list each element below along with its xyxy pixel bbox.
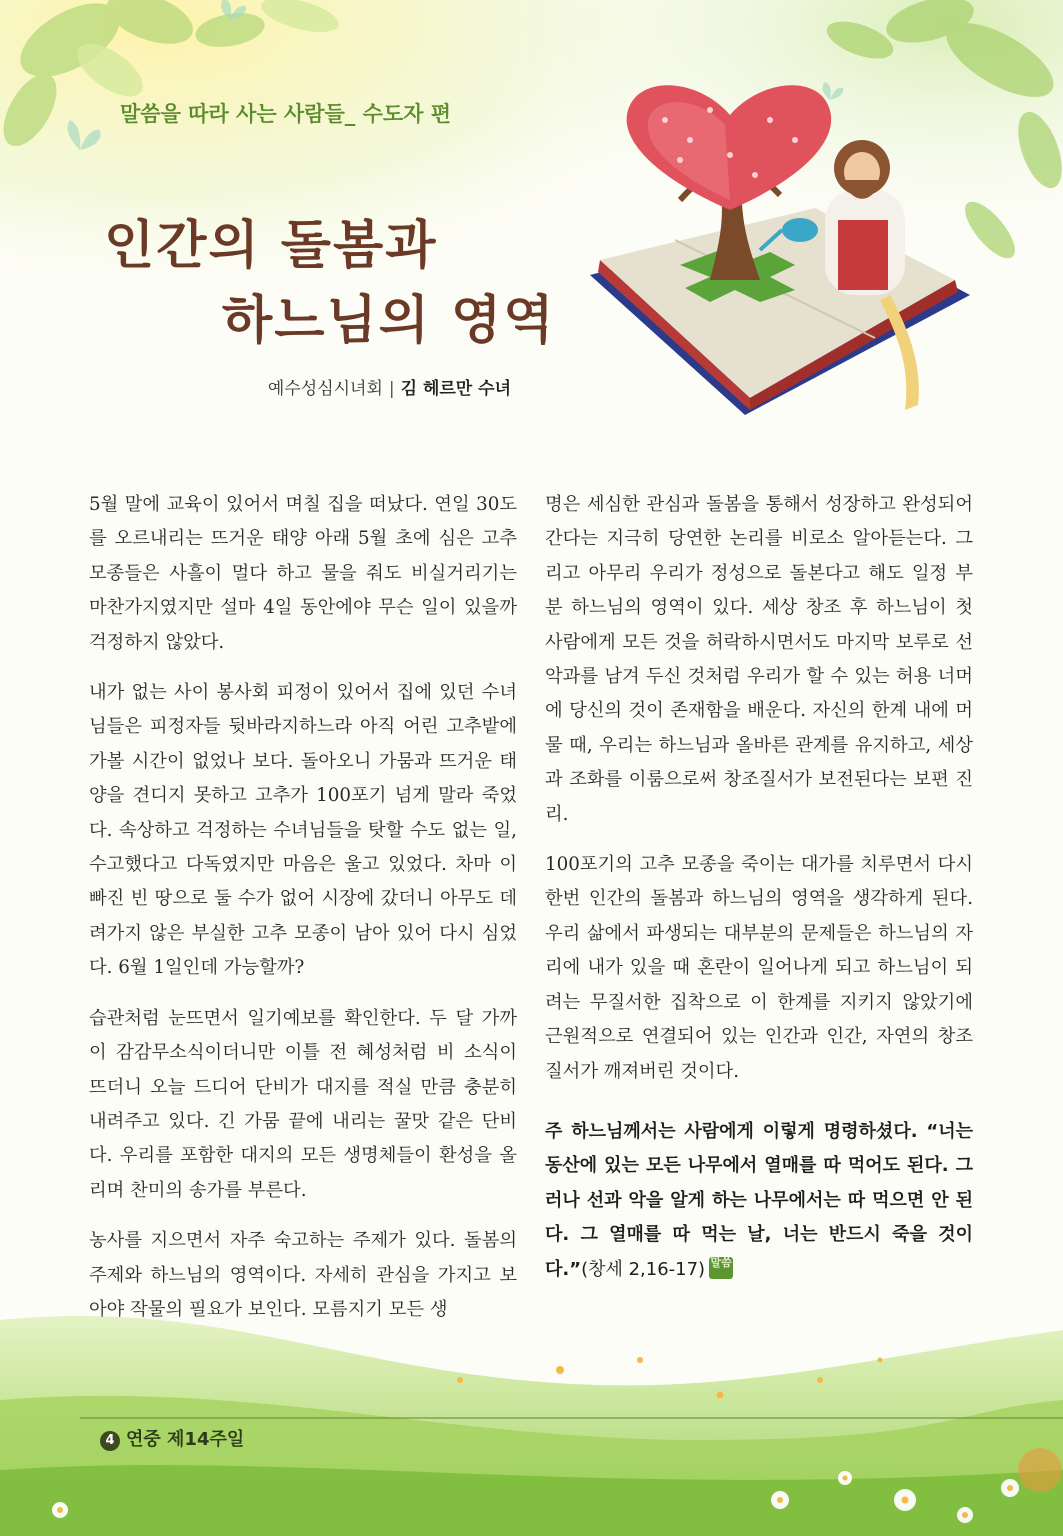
bible-heart-tree-illustration bbox=[570, 80, 990, 440]
organization: 예수성심시녀회 bbox=[267, 379, 383, 399]
end-mark-logo: 말씀 bbox=[709, 1257, 733, 1279]
scripture-reference: (창세 2,16-17) bbox=[581, 1258, 706, 1280]
scripture-quote bbox=[545, 1115, 973, 1287]
byline bbox=[268, 374, 511, 399]
series-heading: 말씀을 따라 사는 사람들_ 수도자 편 bbox=[120, 102, 452, 126]
paragraph: 농사를 지으면서 자주 숙고하는 주제가 있다. 돌봄의 주제와 하느님의 영역이다. 자세히 관심을 가지고 보아야 작물의 필요가 보인다. 모름지기 모든 생 bbox=[89, 1230, 517, 1320]
issue-label: 연중 제14주일 bbox=[126, 1429, 245, 1450]
scripture-quote-text: 주 하느님께서는 사람에게 이렇게 명령하셨다. “너는 동산에 있는 모든 나무에서 열매를 따 먹어도 된다. 그러나 선과 악을 알게 하는 나무에서는 따 먹으면 안 된다. 그 열매를 따 먹는 날, 너는 반드시 죽을 것이다.” bbox=[545, 1120, 973, 1280]
right-column bbox=[545, 488, 973, 1303]
article-title-line-1: 인간의 돌봄과 bbox=[104, 216, 438, 276]
paragraph: 습관처럼 눈뜨면서 일기예보를 확인한다. 두 달 가까이 감감무소식이더니만 이틀 전 혜성처럼 비 소식이 뜨더니 오늘 드디어 단비가 대지를 적실 만큼 충분히 내려주고 있다. 긴 가뭄 끝에 내리는 꿀맛 같은 단비다. 우리를 포함한 대지의 모든 생명체들이 환성을 올리며 찬미의 송가를 부른다. bbox=[89, 1007, 517, 1201]
page-footer bbox=[100, 1425, 244, 1451]
paragraph: 명은 세심한 관심과 돌봄을 통해서 성장하고 완성되어 간다는 지극히 당연한 논리를 비로소 알아듣는다. 그리고 아무리 우리가 정성으로 돌본다고 해도 일정 부분 하느님의 영역이 있다. 세상 창조 후 하느님이 첫 사람에게 모든 것을 허락하시면서도 마지막 보루로 선악과를 남겨 두신 것처럼 우리가 할 수 있는 허용 너머에 당신의 것이 존재함을 배운다. 자신의 한계 내에 머물 때, 우리는 하느님과 올바른 관계를 유지하고, 세상과 조화를 이룸으로써 창조질서가 보전된다는 보편 진리. bbox=[545, 494, 973, 825]
byline-separator: | bbox=[388, 379, 395, 399]
paragraph: 100포기의 고추 모종을 죽이는 대가를 치루면서 다시 한번 인간의 돌봄과 하느님의 영역을 생각하게 된다. 우리 삶에서 파생되는 대부분의 문제들은 하느님의 자리에 내가 있을 때 혼란이 일어나게 되고 하느님이 되려는 무질서한 집착으로 이 한계를 지키지 않았기에 근원적으로 연결되어 있는 인간과 인간, 자연의 창조질서가 깨져버린 것이다. bbox=[545, 854, 973, 1082]
left-column bbox=[89, 488, 517, 1343]
author-name: 김 헤르만 수녀 bbox=[400, 379, 511, 399]
article-title-line-2: 하느님의 영역 bbox=[222, 291, 556, 351]
page-number: 4 bbox=[100, 1431, 120, 1451]
paragraph: 내가 없는 사이 봉사회 피정이 있어서 집에 있던 수녀님들은 피정자들 뒷바라지하느라 아직 어린 고추밭에 가볼 시간이 없었나 보다. 돌아오니 가뭄과 뜨거운 태양을 견디지 못하고 고추가 100포기 넘게 말라 죽었다. 속상하고 걱정하는 수녀님들을 탓할 수도 없는 일, 수고했다고 다독였지만 마음은 울고 있었다. 차마 이 빠진 빈 땅으로 둘 수가 없어 시장에 갔더니 아무도 데려가지 않은 부실한 고추 모종이 남아 있어 다시 심었다. 6월 1일인데 가능할까? bbox=[89, 682, 517, 979]
paragraph: 5월 말에 교육이 있어서 며칠 집을 떠났다. 연일 30도를 오르내리는 뜨거운 태양 아래 5월 초에 심은 고추 모종들은 사흘이 멀다 하고 물을 줘도 비실거리기는 마찬가지였지만 설마 4일 동안에야 무슨 일이 있을까 걱정하지 않았다. bbox=[89, 494, 517, 653]
